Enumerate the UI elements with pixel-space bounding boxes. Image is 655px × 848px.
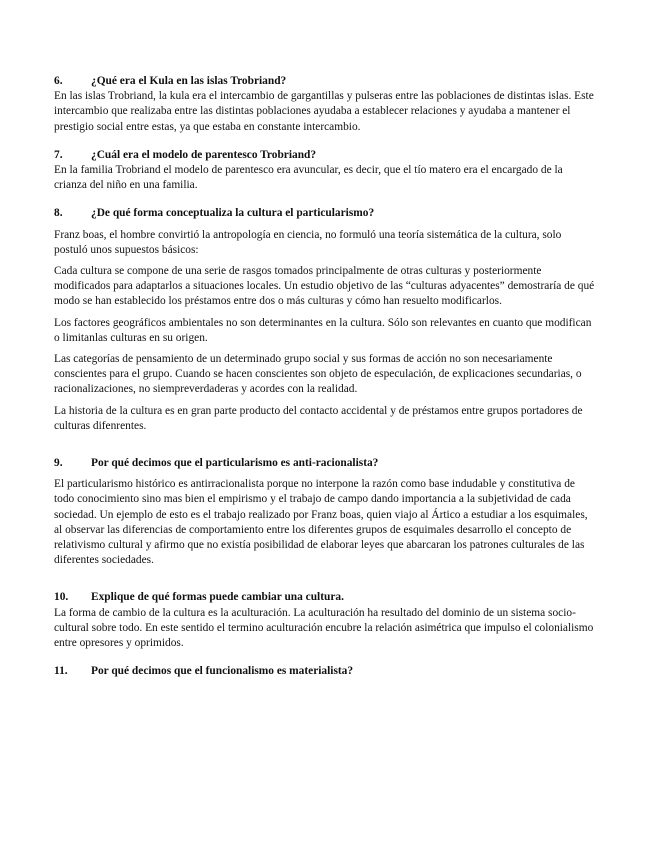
answer-paragraph: En la familia Trobriand el modelo de parentesco era avuncular, es decir, que el tío matero era el encargado de la crianza del niño en una familia.	[54, 164, 563, 192]
question-heading	[54, 456, 595, 471]
question-heading	[54, 664, 595, 679]
question-number: 6.	[54, 75, 63, 87]
question-heading	[54, 590, 595, 605]
question-8	[54, 206, 595, 434]
question-6	[54, 74, 595, 135]
question-heading	[54, 74, 595, 89]
question-title: ¿De qué forma conceptualiza la cultura el particularismo?	[91, 207, 375, 220]
question-number: 11.	[54, 665, 68, 678]
answer-paragraph: En las islas Trobriand, la kula era el intercambio de gargantillas y pulseras entre las poblaciones de distintas islas. Este intercambio que realizaba entre las distintas poblaciones ayudaba a establecer relaciones y ayudaba a mantener el prestigio social entre estas, ya que estaba en constante intercambio.	[54, 90, 594, 133]
answer-paragraph: Franz boas, el hombre convirtió la antropología en ciencia, no formuló una teoría sistemática de la cultura, solo postuló unos supuestos básicos:	[54, 228, 562, 256]
answer-paragraph: El particularismo histórico es antirracionalista porque no interpone la razón como base indudable y constitutiva de todo conocimiento sino mas bien el empirismo y el trabajo de campo dando importancia a la subjetividad de cada sociedad. Un ejemplo de esto es el trabajo realizado por Franz boas, quien viajo al Ártico a estudiar a los esquimales, al observar las diferencias de comportamiento entre los diferentes grupos de esquimales desarrollo el concepto de relativismo cultural y afirmo que no existía posibilidad de elaborar leyes que abarcaran los patrones culturales de las diferentes sociedades.	[54, 478, 588, 567]
question-9	[54, 456, 595, 568]
question-title: Por qué decimos que el funcionalismo es materialista?	[91, 665, 354, 678]
question-7	[54, 148, 595, 194]
answer-paragraph: Las categorías de pensamiento de un determinado grupo social y sus formas de acción no son necesariamente conscientes para el grupo. Cuando se hacen conscientes son objeto de especulación, de explicaciones secundarias, o racionalizaciones, no siempreverdaderas y acordes con la realidad.	[54, 353, 582, 396]
question-number: 9.	[54, 457, 63, 470]
answer-paragraph: Cada cultura se compone de una serie de rasgos tomados principalmente de otras culturas y posteriormente modificados para adaptarlos a situaciones locales. Un estudio objetivo de las “culturas adyacentes” demostraría de qué modo se han establecido los préstamos entre dos o más culturas y cómo han resuelto modificarlos.	[54, 265, 595, 308]
question-heading	[54, 148, 595, 163]
answer-paragraph: La historia de la cultura es en gran parte producto del contacto accidental y de préstamos entre grupos portadores de culturas difenrentes.	[54, 404, 583, 432]
question-title: Por qué decimos que el particularismo es anti-racionalista?	[91, 457, 379, 470]
question-10	[54, 590, 595, 651]
question-title: ¿Qué era el Kula en las islas Trobriand?	[91, 75, 287, 87]
question-number: 10.	[54, 591, 69, 604]
question-heading	[54, 206, 595, 221]
question-11	[54, 664, 595, 679]
answer-paragraph: Los factores geográficos ambientales no son determinantes en la cultura. Sólo son relevantes en cuanto que modifican o limitanlas culturas en su origen.	[54, 316, 592, 344]
question-number: 7.	[54, 148, 63, 161]
question-number: 8.	[54, 207, 63, 220]
question-title: ¿Cuál era el modelo de parentesco Trobriand?	[91, 148, 317, 161]
answer-paragraph: La forma de cambio de la cultura es la aculturación. La aculturación ha resultado del dominio de un sistema socio-cultural sobre todo. En este sentido el termino aculturación encubre la relación asimétrica que impulso el colonialismo entre opresores y oprimidos.	[54, 606, 594, 650]
question-title: Explique de qué formas puede cambiar una cultura.	[91, 591, 344, 604]
